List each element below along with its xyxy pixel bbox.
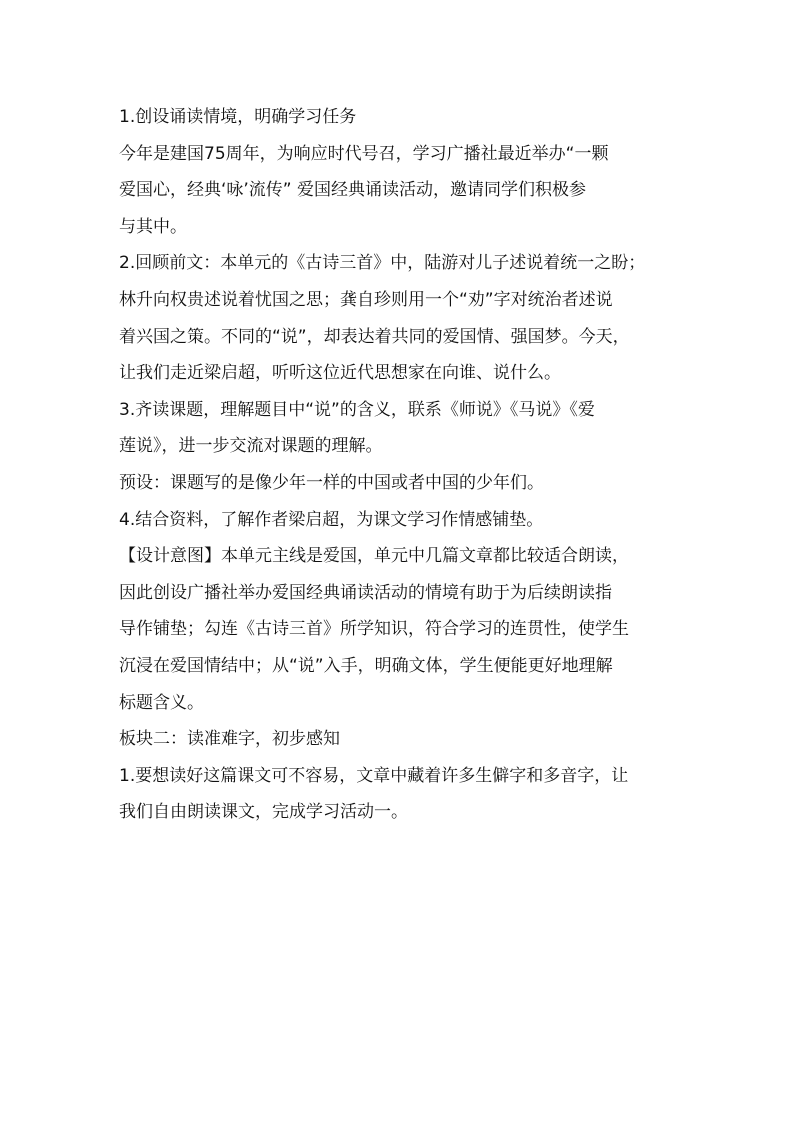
paragraph-line: 与其中。 [119,216,187,237]
paragraph-line: 2.回顾前文：本单元的《古诗三首》中，陆游对儿子述说着统一之盼； [119,253,646,274]
section-heading: 板块二：读准难字，初步感知 [119,729,340,750]
paragraph-line: 今年是建国75周年，为响应时代号召，学习广播社最近举办“一颗 [119,143,609,164]
paragraph-line: 爱国心，经典‘咏’流传” 爱国经典诵读活动，邀请同学们积极参 [119,180,587,201]
paragraph-line: 我们自由朗读课文，完成学习活动一。 [119,802,408,823]
design-intent-line: 因此创设广播社举办爱国经典诵读活动的情境有助于为后续朗读指 [119,582,612,603]
paragraph-line: 1.要想读好这篇课文可不容易，文章中藏着许多生僻字和多音字，让 [119,765,629,786]
paragraph-line: 4.结合资料，了解作者梁启超，为课文学习作情感铺垫。 [119,509,544,530]
design-intent-line: 导作铺垫；勾连《古诗三首》所学知识，符合学习的连贯性，使学生 [119,619,629,640]
paragraph-line: 3.齐读课题，理解题目中“说”的含义，联系《师说》《马说》《爱 [119,399,595,420]
paragraph-line: 预设：课题写的是像少年一样的中国或者中国的少年们。 [119,472,544,493]
design-intent-line: 【设计意图】本单元主线是爱国，单元中几篇文章都比较适合朗读， [119,546,629,567]
paragraph-line: 莲说》，进一步交流对课题的理解。 [119,436,383,457]
paragraph-line: 着兴国之策。不同的“说”，却表达着共同的爱国情、强国梦。今天， [119,326,630,347]
section-heading: 1.创设诵读情境，明确学习任务 [119,107,357,127]
design-intent-line: 标题含义。 [119,692,204,713]
document-body [119,102,689,828]
design-intent-line: 沉浸在爱国情结中；从“说”入手，明确文体，学生便能更好地理解 [119,655,613,676]
paragraph-line: 林升向权贵述说着忧国之思；龚自珍则用一个“劝”字对统治者述说 [119,289,613,310]
paragraph-line: 让我们走近梁启超，听听这位近代思想家在向谁、说什么。 [119,363,561,384]
